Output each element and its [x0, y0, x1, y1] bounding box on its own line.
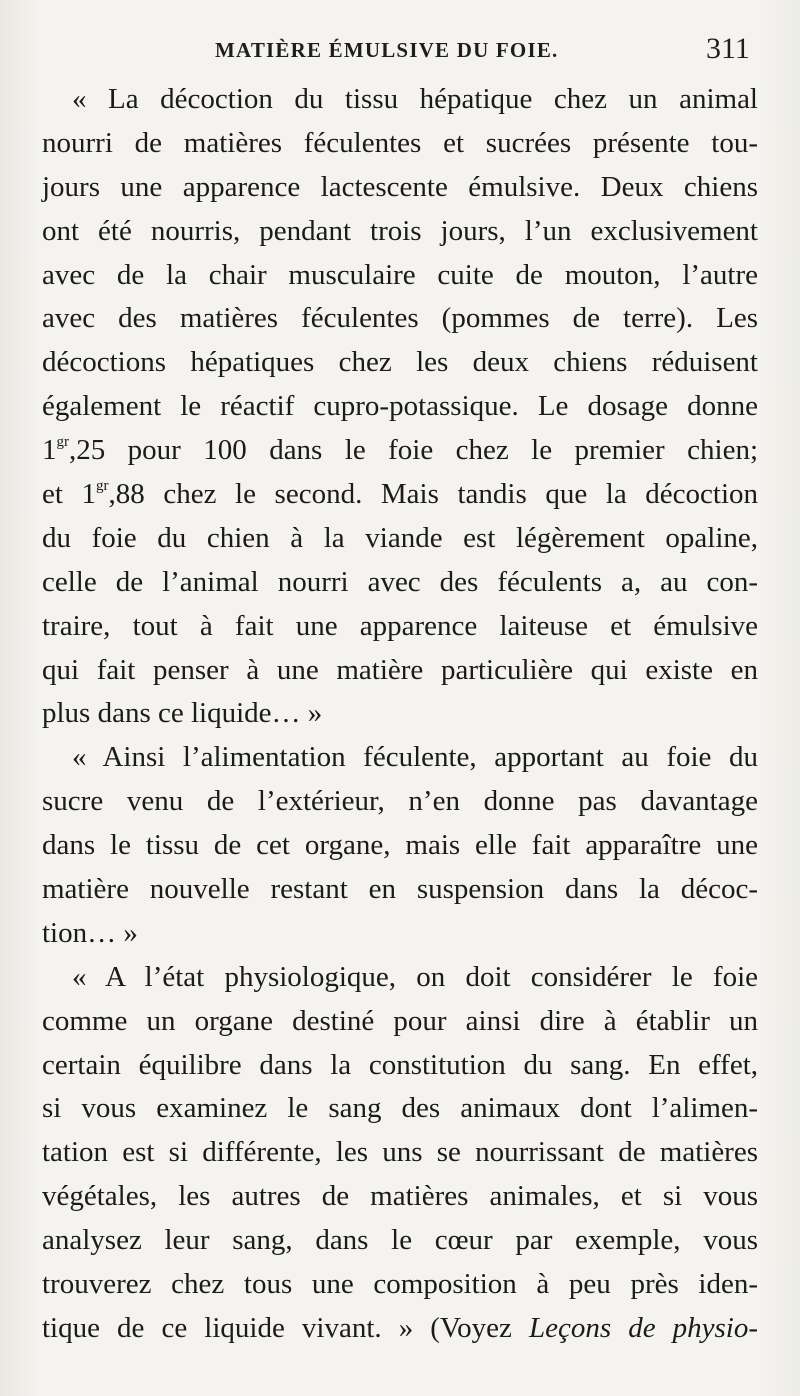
text-line: jours une apparence lactescente émulsive. Deux chiens	[42, 170, 758, 203]
running-head: MATIÈRE ÉMULSIVE DU FOIE.	[215, 38, 559, 62]
page-number: 311	[706, 32, 750, 65]
text-line: décoctions hépatiques chez les deux chiens réduisent	[42, 346, 758, 379]
text-line: avec de la chair musculaire cuite de mouton, l’autre	[42, 258, 758, 291]
text-line: tation est si différente, les uns se nourrissant de matières	[42, 1136, 758, 1169]
text-run: 1	[42, 434, 57, 467]
text-line: analysez leur sang, dans le cœur par exemple, vous	[42, 1224, 758, 1257]
text-line	[42, 473, 758, 517]
text-line: « Ainsi l’alimentation féculente, apportant au foie du	[72, 741, 758, 774]
text-line: certain équilibre dans la constitution du sang. En effet,	[42, 1048, 758, 1081]
text-line: du foie du chien à la viande est légèrement opaline,	[42, 521, 758, 554]
text-line: matière nouvelle restant en suspension dans la décoc-	[42, 873, 758, 906]
superscript: gr	[56, 434, 69, 451]
text-line: avec des matières féculentes (pommes de terre). Les	[42, 302, 758, 335]
text-line: dans le tissu de cet organe, mais elle fait apparaître une	[42, 829, 758, 862]
text-line: traire, tout à fait une apparence laiteuse et émulsive	[42, 609, 758, 642]
text-line: trouverez chez tous une composition à peu près iden-	[42, 1268, 758, 1301]
body-text	[42, 78, 758, 1351]
italic-title: Leçons de physio-	[528, 1311, 759, 1344]
text-line: végétales, les autres de matières animales, et si vous	[42, 1180, 758, 1213]
text-run: et 1	[42, 478, 97, 511]
text-line: si vous examinez le sang des animaux dont l’alimen-	[42, 1092, 758, 1125]
text-line: plus dans ce liquide… »	[42, 697, 323, 730]
text-line	[42, 429, 758, 473]
text-line: comme un organe destiné pour ainsi dire à établir un	[42, 1004, 758, 1037]
text-line	[42, 1307, 758, 1351]
text-line: ont été nourris, pendant trois jours, l’un exclusivement	[42, 214, 758, 247]
text-line: celle de l’animal nourri avec des féculents a, au con-	[42, 565, 758, 598]
text-line: sucre venu de l’extérieur, n’en donne pas davantage	[42, 785, 758, 818]
superscript: gr	[96, 478, 109, 495]
text-line: tion… »	[42, 916, 138, 949]
text-line: « A l’état physiologique, on doit considérer le foie	[72, 960, 758, 993]
text-line: également le réactif cupro-potassique. Le dosage donne	[42, 390, 758, 423]
text-run: tique de ce liquide vivant. » (Voyez	[42, 1311, 529, 1344]
text-run: ,88 chez le second. Mais tandis que la décoction	[108, 478, 758, 511]
text-run: ,25 pour 100 dans le foie chez le premier chien;	[69, 434, 758, 467]
text-line: qui fait penser à une matière particulière qui existe en	[42, 653, 758, 686]
text-line: nourri de matières féculentes et sucrées présente tou-	[42, 126, 758, 159]
text-line: « La décoction du tissu hépatique chez un animal	[72, 83, 758, 115]
page-header	[0, 34, 800, 74]
